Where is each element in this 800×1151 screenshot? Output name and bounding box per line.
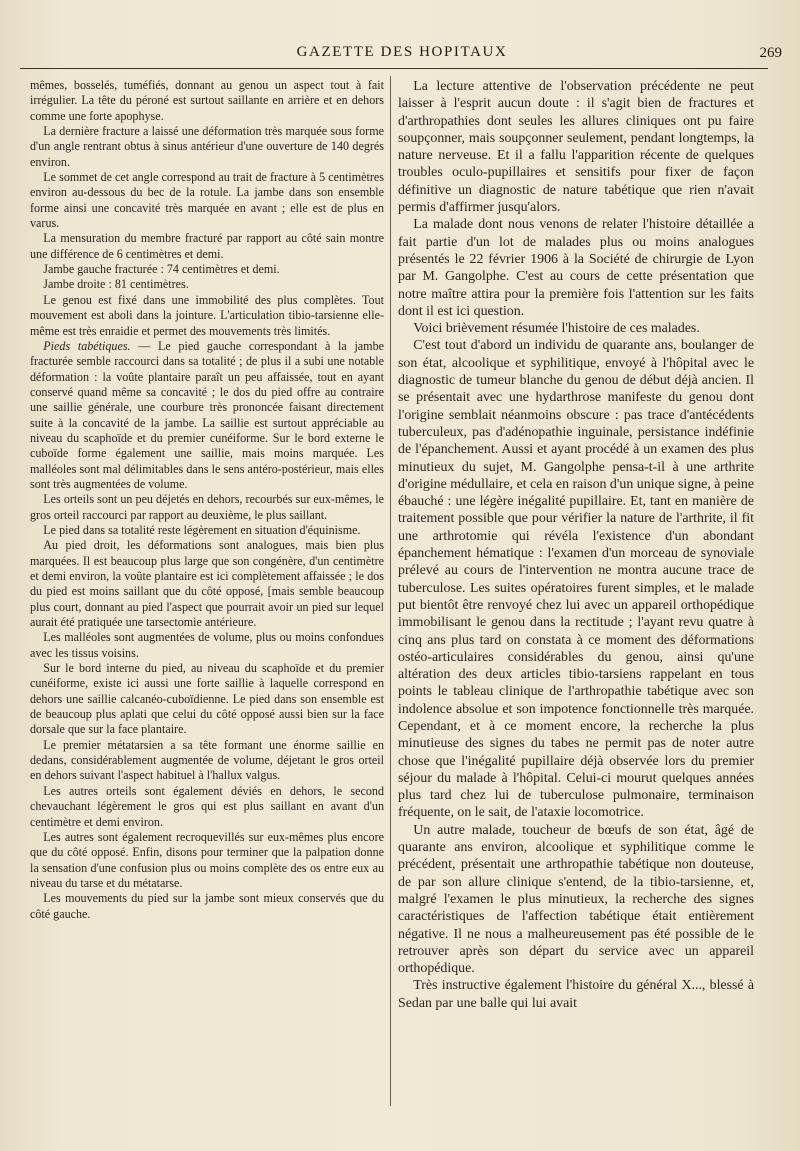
- paragraph: Les autres sont également recroquevillés sur eux-mêmes plus encore que du côté opposé. Enfin, disons pour terminer que la palpation donne la sensation d'une confusion plus ou moins complète des os entre eux au niveau du tarse et du métatarse.: [30, 829, 384, 890]
- paragraph: Les autres orteils sont également déviés en dehors, le second chevauchant légèrement le gros qui est plus saillant en avant d'un centimètre et demi environ.: [30, 783, 384, 829]
- paragraph: Très instructive également l'histoire du général X..., blessé à Sedan par une balle qui lui avait: [398, 978, 754, 1011]
- paragraph: La mensuration du membre fracturé par rapport au côté sain montre une différence de 6 centimètres et demi.: [30, 231, 384, 261]
- paragraph: Sur le bord interne du pied, au niveau du scaphoïde et du premier cunéiforme, existe ici aussi une forte saillie à laquelle correspond en dehors une saillie calcanéo-cuboïdienne. Le pied dans son ensemble est de beaucoup plus aplati que celui du côté opposé aussi bien sur la face dorsale que sur la face plantaire.: [30, 661, 384, 737]
- paragraph: Le sommet de cet angle correspond au trait de fracture à 5 centimètres environ au-dessous du bec de la rotule. La jambe dans son ensemble forme ainsi une concavité très marquée en avant ; elle est de plus en varus.: [30, 170, 384, 231]
- paragraph: Les malléoles sont augmentées de volume, plus ou moins confondues avec les tissus voisins.: [30, 630, 384, 660]
- paragraph: Le premier métatarsien a sa tête formant une énorme saillie en dedans, considérablement augmentée de volume, déjetant le gros orteil en dehors suivant l'aspect habituel à l'hallux valgus.: [30, 737, 384, 783]
- page-number: 269: [759, 45, 782, 61]
- paragraph: Le pied dans sa totalité reste légèrement en situation d'équinisme.: [43, 522, 361, 537]
- paragraph: La malade dont nous venons de relater l'histoire détaillée a fait partie d'un lot de malades plus ou moins analogues présentés le 22 février 1906 à la Société de chirurgie de Lyon par M. Gangolphe. C'est au cours de cette présentation que notre maître attira pour la première fois l'attention sur les faits dont il est ici question.: [398, 217, 754, 319]
- running-header: [22, 38, 782, 64]
- paragraph: Les mouvements du pied sur la jambe sont mieux conservés que du côté gauche.: [30, 891, 384, 921]
- paragraph: Un autre malade, toucheur de bœufs de son état, âgé de quarante ans environ, alcoolique et syphilitique comme le précédent, présentait une arthropathie tabétique non douteuse, de par son allure clinique s'entend, de la tibio-tarsienne, et, malgré l'examen le plus minutieux, la recherche des signes caractéristiques de l'affection tabétique était entièrement négative. Il ne nous a malheureusement pas été possible de le retrouver après son départ du service avec un appareil orthopédique.: [398, 822, 754, 977]
- section-lead: Pieds tabétiques.: [43, 338, 131, 353]
- paragraph-pieds-tabetiques: [30, 339, 384, 492]
- paragraph: mêmes, bosselés, tuméfiés, donnant au genou un aspect tout à fait irrégulier. La tête du péroné est surtout saillante en arrière et en dehors comme une forte apophyse.: [30, 78, 384, 123]
- right-column: [398, 78, 754, 1143]
- paragraph: La lecture attentive de l'observation précédente ne peut laisser à l'esprit aucun doute : il s'agit bien de fractures et d'arthropathies dont seules les allures cliniques ont pu faire soupçonner, mais soupçonner seulement, pendant longtemps, la nature nerveuse. Et il a fallu l'apparition récente de quelques troubles oculo-pupillaires et sensitifs pour fixer de façon définitive un diagnostic de nature tabétique que rien n'avait permis d'affirmer jusqu'alors.: [398, 79, 754, 216]
- paragraph: Au pied droit, les déformations sont analogues, mais bien plus marquées. Il est beaucoup plus large que son congénère, d'un centimètre et demi environ, la voûte plantaire est ici complètement affaissée ; le dos du pied est moins saillant que du côté opposé, [mais semble beaucoup plus court, donnant au pied l'aspect que pourrait avoir un pied sur lequel aurait été pratiquée une tarsectomie antérieure.: [30, 538, 384, 630]
- left-column: [30, 78, 384, 1143]
- paragraph-body: — Le pied gauche correspondant à la jambe fracturée semble raccourci dans sa totalité ; de plus il a subi une notable déformation : la voûte plantaire paraît un peu affaissée, tout en ayant conservé quand même sa concavité ; le dos du pied offre au contraire une saillie générale, une courbure très prononcée faisant directement suite à la concavité de la jambe. La saillie est surtout appréciable au niveau du scaphoïde et du premier cunéiforme. Sur le bord externe le cuboïde forme également une saillie, mais moins marquée. Les malléoles sont mal délimitables dans le sens antéro-postérieur, mais elles sont très augmentées de volume.: [30, 338, 384, 491]
- paragraph: Le genou est fixé dans une immobilité des plus complètes. Tout mouvement est aboli dans la jointure. L'articulation tibio-tarsienne elle-même est très enraidie et permet des mouvements très limités.: [30, 292, 384, 338]
- paragraph: Voici brièvement résumée l'histoire de ces malades.: [413, 321, 700, 337]
- paragraph: Jambe gauche fracturée : 74 centimètres et demi.: [43, 262, 280, 277]
- paragraph: La dernière fracture a laissé une déformation très marquée sous forme d'un angle rentrant obtus à sinus antérieur d'une ouverture de 140 degrés environ.: [30, 124, 384, 169]
- column-divider: [390, 76, 391, 1106]
- paragraph: Jambe droite : 81 centimètres.: [43, 277, 189, 292]
- journal-title: GAZETTE DES HOPITAUX: [296, 44, 508, 60]
- paragraph: C'est tout d'abord un individu de quarante ans, boulanger de son état, alcoolique et syphilitique, envoyé à l'hôpital avec le diagnostic de tumeur blanche du genou de début déjà ancien. Il se présentait avec une hydarthrose manifeste du genou dont l'origine semblait néanmoins obscure : pas trace d'antécédents tuberculeux, pas d'adénopathie inguinale, persistance indéfinie de l'épanchement. Aussi et ayant procédé à un examen des plus minutieux du sujet, M. Gangolphe pensa-t-il à une arthrite d'origine médullaire, et cela en raison d'un unique signe, à peine ébauché : une légère inégalité pupillaire. Et, tant en manière de traitement possible que pour vérifier la nature de l'arthrite, il fit une arthrotomie qui révéla l'existence d'un abondant épanchement hématique : l'examen d'un morceau de synoviale prélevé au cours de l'intervention ne montra aucune trace de tuberculose. Les suites opératoires furent simples, et le malade put bientôt être renvoyé chez lui avec un appareil orthopédique immobilisant le genou dans la rectitude ; l'ayant revu quatre à cinq ans plus tard on constata à ce moment des déformations ostéo-articulaires considérables du genou, ainsi qu'une altération des deux articles tibio-tarsiens rappelant en tous points le tableau clinique de l'arthropathie tabétique avec son indolence absolue et son impotence fonctionnelle très marquée. Cependant, et à ce moment encore, la recherche la plus minutieuse des signes du tabes ne permit pas de noter autre chose que l'inégalité pupillaire déjà observée lors du premier séjour du malade à l'hôpital. Celui-ci mourut quelques années plus tard chez lui de tuberculose pulmonaire, terminaison fréquente, on le sait, de l'ataxie locomotrice.: [398, 338, 754, 821]
- paragraph: Les orteils sont un peu déjetés en dehors, recourbés sur eux-mêmes, le gros orteil raccourci par rapport au deuxième, le plus saillant.: [30, 492, 384, 522]
- header-rule: [20, 68, 768, 69]
